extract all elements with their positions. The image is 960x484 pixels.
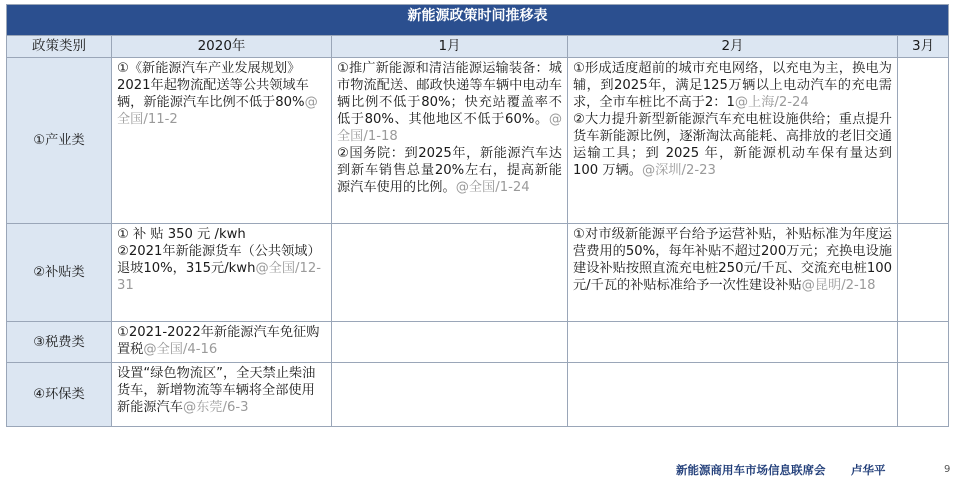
policy-source: @东莞/6-3 — [182, 400, 249, 415]
page-number: 9 — [944, 464, 951, 475]
policy-item: ①推广新能源和清洁能源运输装备：城市物流配送、邮政快递等车辆中电动车辆比例不低于80%；快充站覆盖率不低于80%、其他地区不低于60%。@全国/1-18 — [337, 61, 562, 144]
policy-source: @全国/4-16 — [143, 342, 218, 357]
policy-item: ②国务院：到2025年，新能源汽车达到新车销售总量20%左右，提高新能源汽车使用的比例。@全国/1-24 — [337, 146, 562, 195]
policy-source: @全国/11-2 — [117, 95, 318, 127]
cell-tax-2020 — [112, 322, 332, 363]
cell-tax-january — [332, 322, 568, 363]
cell-industry-february — [568, 58, 898, 224]
header-february: 2月 — [568, 36, 898, 58]
category-industry: ①产业类 — [7, 58, 112, 224]
category-subsidy: ②补贴类 — [7, 224, 112, 322]
cell-industry-march — [898, 58, 949, 224]
cell-tax-february — [568, 322, 898, 363]
cell-subsidy-march — [898, 224, 949, 322]
table-row — [7, 363, 949, 427]
header-march: 3月 — [898, 36, 949, 58]
cell-subsidy-january — [332, 224, 568, 322]
policy-timeline-page — [6, 4, 948, 454]
cell-industry-2020 — [112, 58, 332, 224]
policy-source: @全国/12-31 — [117, 261, 322, 293]
cell-subsidy-2020 — [112, 224, 332, 322]
category-environment: ④环保类 — [7, 363, 112, 427]
page-footer — [0, 458, 960, 484]
cell-environment-january — [332, 363, 568, 427]
category-tax: ③税费类 — [7, 322, 112, 363]
policy-item: ①形成适度超前的城市充电网络，以充电为主，换电为辅，到2025年，满足125万辆以上电动汽车的充电需求，全市车桩比不高于2：1@上海/2-24 — [573, 61, 892, 110]
cell-environment-2020 — [112, 363, 332, 427]
cell-environment-march — [898, 363, 949, 427]
table-row — [7, 224, 949, 322]
table-row — [7, 58, 949, 224]
header-category: 政策类别 — [7, 36, 112, 58]
cell-subsidy-february — [568, 224, 898, 322]
footer-organization: 新能源商用车市场信息联席会 — [676, 463, 826, 477]
policy-item: 设置“绿色物流区”，全天禁止柴油货车，新增物流等车辆将全部使用新能源汽车@东莞/6-3 — [117, 366, 316, 415]
cell-tax-march — [898, 322, 949, 363]
policy-source: @昆明/2-18 — [801, 278, 876, 293]
header-january: 1月 — [332, 36, 568, 58]
policy-source: @深圳/2-23 — [641, 163, 716, 178]
policy-item: ①对市级新能源平台给予运营补贴，补贴标准为年度运营费用的50%，每年补贴不超过200万元；充换电设施建设补贴按照直流充电桩250元/千瓦、交流充电桩100元/千瓦的补贴标准给予一次性建设补贴@昆明/2-18 — [573, 227, 892, 293]
policy-item: ②2021年新能源货车（公共领域）退坡10%，315元/kwh@全国/12-31 — [117, 244, 322, 293]
policy-item: ① 补 贴 350 元 /kwh — [117, 227, 246, 242]
cell-industry-january — [332, 58, 568, 224]
cell-environment-february — [568, 363, 898, 427]
footer-author: 卢华平 — [851, 463, 886, 477]
table-row — [7, 322, 949, 363]
policy-item: ①2021-2022年新能源汽车免征购置税@全国/4-16 — [117, 325, 320, 357]
policy-source: @全国/1-24 — [455, 180, 530, 195]
policy-item: ①《新能源汽车产业发展规划》2021年起物流配送等公共领域车辆，新能源汽车比例不低于80%@全国/11-2 — [117, 61, 318, 127]
header-2020: 2020年 — [112, 36, 332, 58]
policy-item: ②大力提升新型新能源汽车充电桩设施供给；重点提升货车新能源比例，逐渐淘汰高能耗、高排放的老旧交通运输工具；到 2025 年，新能源机动车保有量达到 100 万辆。@深圳/2-23 — [573, 112, 892, 178]
table-title: 新能源政策时间推移表 — [7, 5, 949, 36]
policy-timeline-table — [6, 4, 949, 427]
policy-source: @全国/1-18 — [337, 112, 562, 144]
policy-source: @上海/2-24 — [734, 95, 809, 110]
